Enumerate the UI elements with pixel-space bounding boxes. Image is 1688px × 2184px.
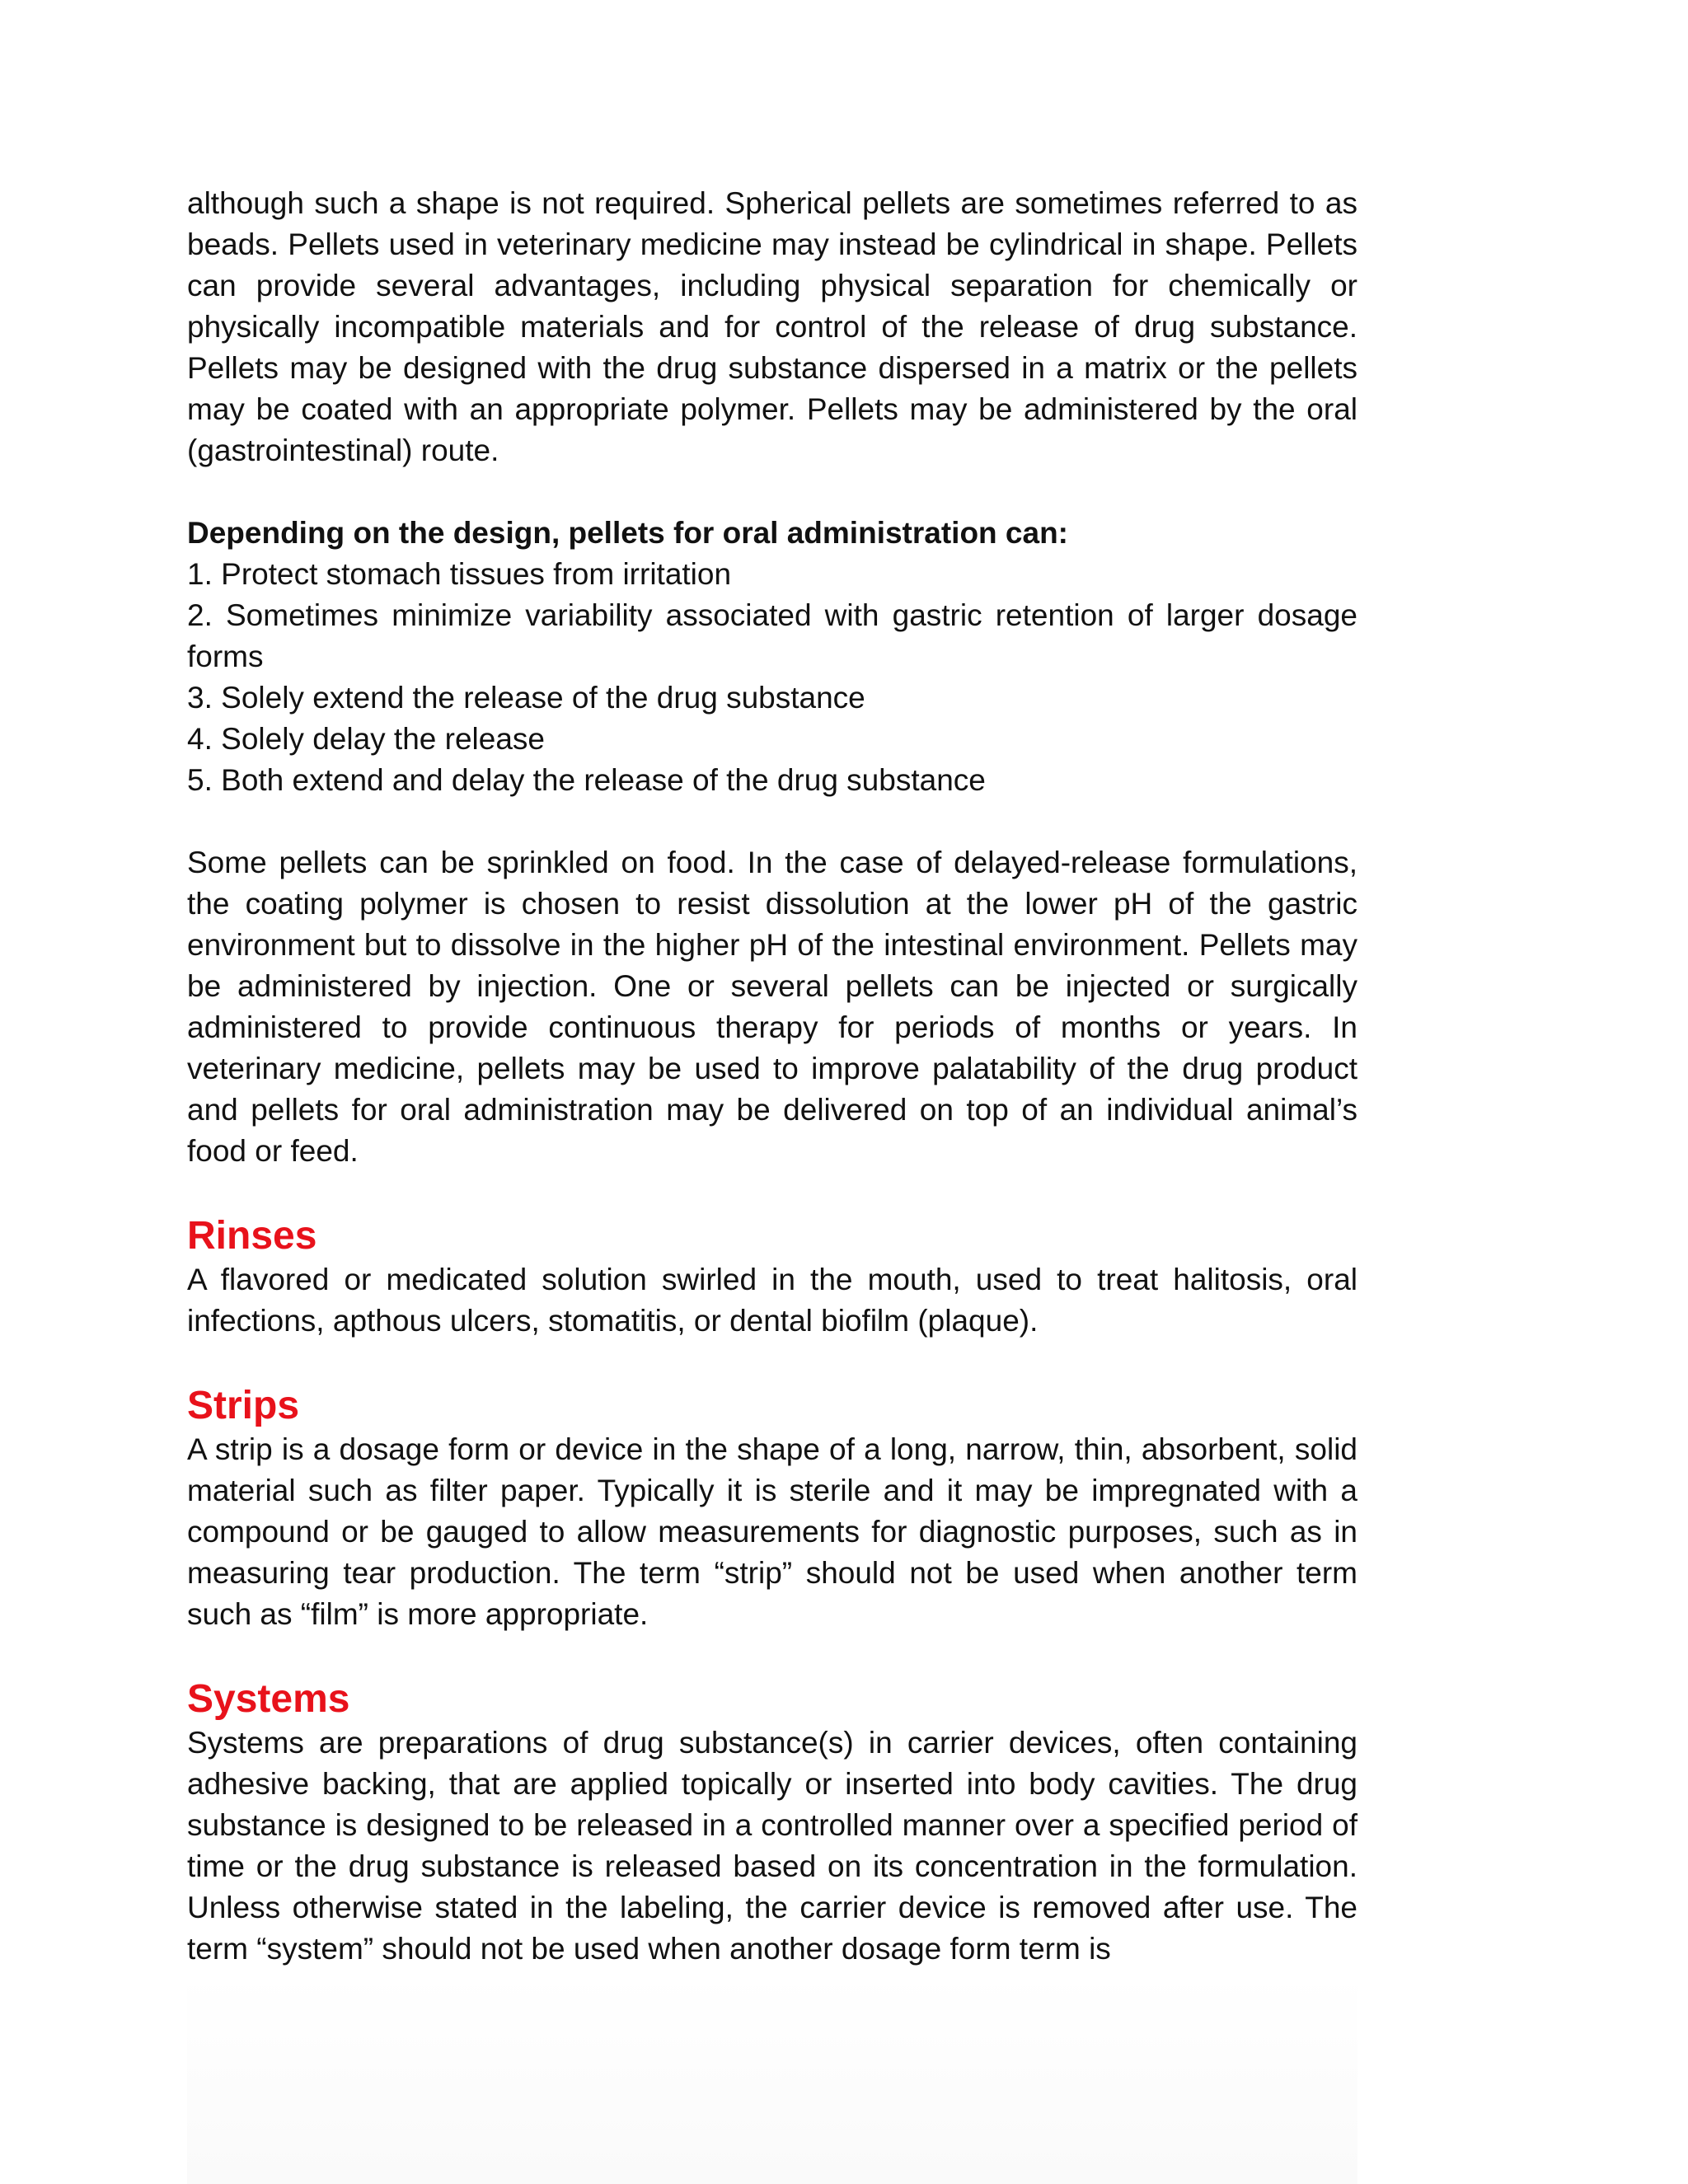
systems-title: Systems bbox=[187, 1677, 350, 1721]
list-item: 5. Both extend and delay the release of the drug substance bbox=[187, 763, 986, 797]
oral-design-list bbox=[187, 554, 1357, 801]
list-item: 2. Sometimes minimize variability associated with gastric retention of larger dosage forms bbox=[187, 598, 1357, 673]
intro-paragraph: although such a shape is not required. Spherical pellets are sometimes referred to as beads. Pellets used in veterinary medicine may instead be cylindrical in shape. Pellets can provide several advantages, including physical separation for chemically or physically incompatible materials and for control of the release of drug substance. Pellets may be designed with the drug substance dispersed in a matrix or the pellets may be coated with an appropriate polymer. Pellets may be administered by the oral (gastrointestinal) route. bbox=[187, 186, 1357, 467]
systems-paragraph: Systems are preparations of drug substance(s) in carrier devices, often containing adhesive backing, that are applied topically or inserted into body cavities. The drug substance is designed to be released in a controlled manner over a specified period of time or the drug substance is released based on its concentration in the formulation. Unless otherwise stated in the labeling, the carrier device is removed after use. The term “system” should not be used when another dosage form term is bbox=[187, 1726, 1357, 1966]
list-item: 1. Protect stomach tissues from irritation bbox=[187, 557, 732, 591]
strips-title: Strips bbox=[187, 1384, 300, 1427]
spacer bbox=[187, 471, 1357, 513]
spacer bbox=[187, 801, 1357, 842]
rinses-paragraph: A flavored or medicated solution swirled in the mouth, used to treat halitosis, oral infections, apthous ulcers, stomatitis, or dental biofilm (plaque). bbox=[187, 1263, 1357, 1338]
pellets-paragraph: Some pellets can be sprinkled on food. In the case of delayed-release formulations, the coating polymer is chosen to resist dissolution at the lower pH of the gastric environment but to dissolve in the higher pH of the intestinal environment. Pellets may be administered by injection. One or several pellets can be injected or surgically administered to provide continuous therapy for periods of months or years. In veterinary medicine, pellets may be used to improve palatability of the drug product and pellets for oral administration may be delivered on top of an individual animal’s food or feed. bbox=[187, 846, 1357, 1168]
strips-paragraph: A strip is a dosage form or device in the shape of a long, narrow, thin, absorbent, solid material such as filter paper. Typically it is sterile and it may be impregnated with a compound or be gauged to allow measurements for diagnostic purposes, such as in measuring tear production. The term “strip” should not be used when another term such as “film” is more appropriate. bbox=[187, 1432, 1357, 1631]
document-body bbox=[187, 183, 1357, 1970]
spacer bbox=[187, 1342, 1357, 1383]
list-item: 3. Solely extend the release of the drug substance bbox=[187, 681, 865, 715]
page-bottom-shade bbox=[187, 1974, 1357, 2184]
spacer bbox=[187, 1172, 1357, 1213]
rinses-title: Rinses bbox=[187, 1214, 317, 1258]
oral-design-heading: Depending on the design, pellets for oral administration can: bbox=[187, 516, 1069, 550]
spacer bbox=[187, 1635, 1357, 1676]
list-item: 4. Solely delay the release bbox=[187, 722, 545, 756]
